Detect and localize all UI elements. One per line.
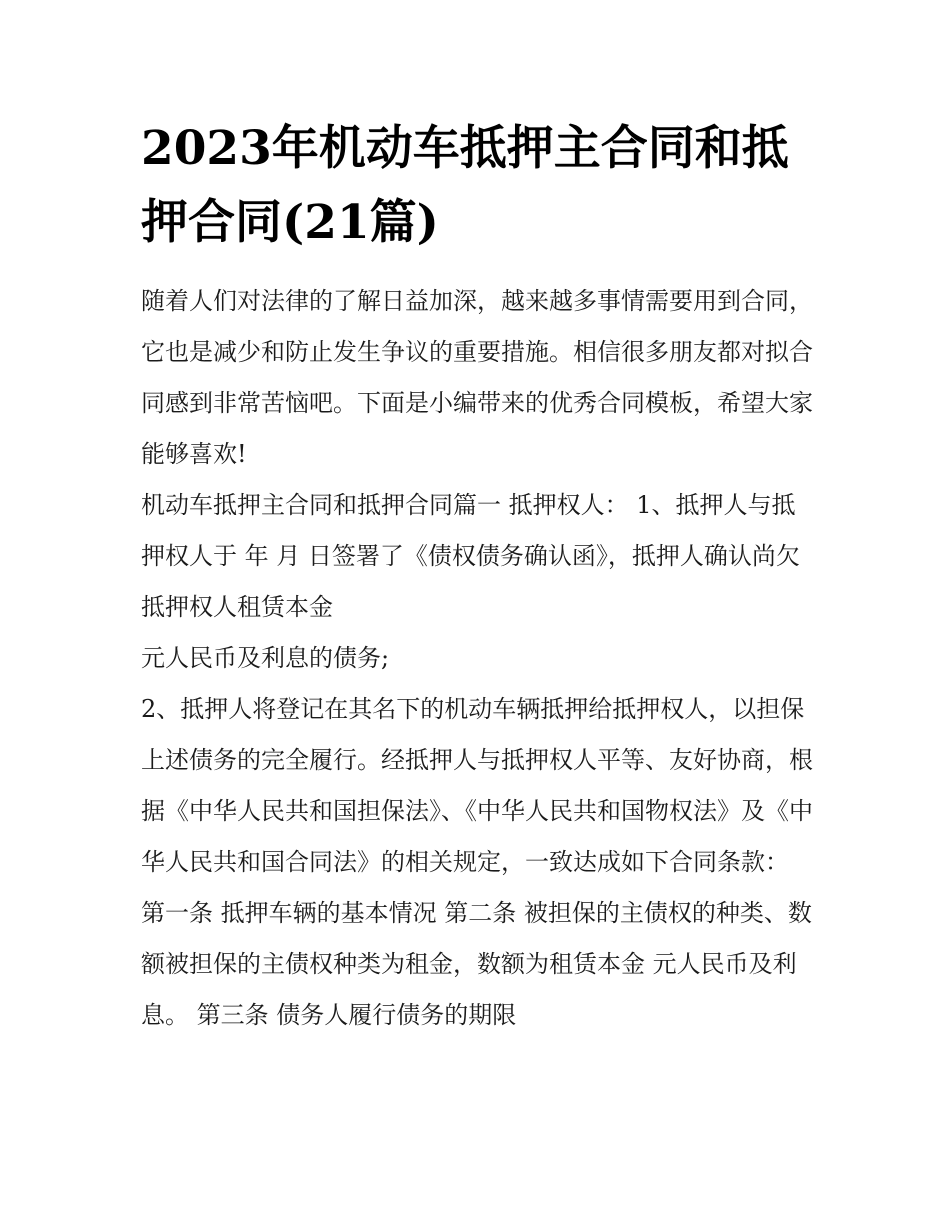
paragraph-debt-amount: 元人民币及利息的债务; xyxy=(141,644,390,672)
document-title: 2023年机动车抵押主合同和抵押合同(21篇) xyxy=(141,121,789,250)
paragraph-clause-two: 2、抵押人将登记在其名下的机动车辆抵押给抵押权人，以担保上述债务的完全履行。经抵押人与抵押权人平等、友好协商，根据《中华人民共和国担保法》、《中华人民共和国物权法》及《中华人民共和国合同法》的相关规定，一致达成如下合同条款： xyxy=(141,695,813,876)
paragraph-articles: 第一条 抵押车辆的基本情况 第二条 被担保的主债权的种类、数额被担保的主债权种类为租金，数额为租赁本金 元人民币及利息。 第三条 债务人履行债务的期限 xyxy=(141,899,812,1029)
paragraph-intro: 随着人们对法律的了解日益加深，越来越多事情需要用到合同，它也是减少和防止发生争议的重要措施。相信很多朋友都对拟合同感到非常苦恼吧。下面是小编带来的优秀合同模板，希望大家能够喜欢! xyxy=(141,287,813,468)
paragraph-chapter-one: 机动车抵押主合同和抵押合同篇一 抵押权人： 1、抵押人与抵押权人于 年 月 日签署了《债权债务确认函》，抵押人确认尚欠抵押权人租赁本金 xyxy=(141,491,800,621)
document-body xyxy=(141,112,813,1041)
